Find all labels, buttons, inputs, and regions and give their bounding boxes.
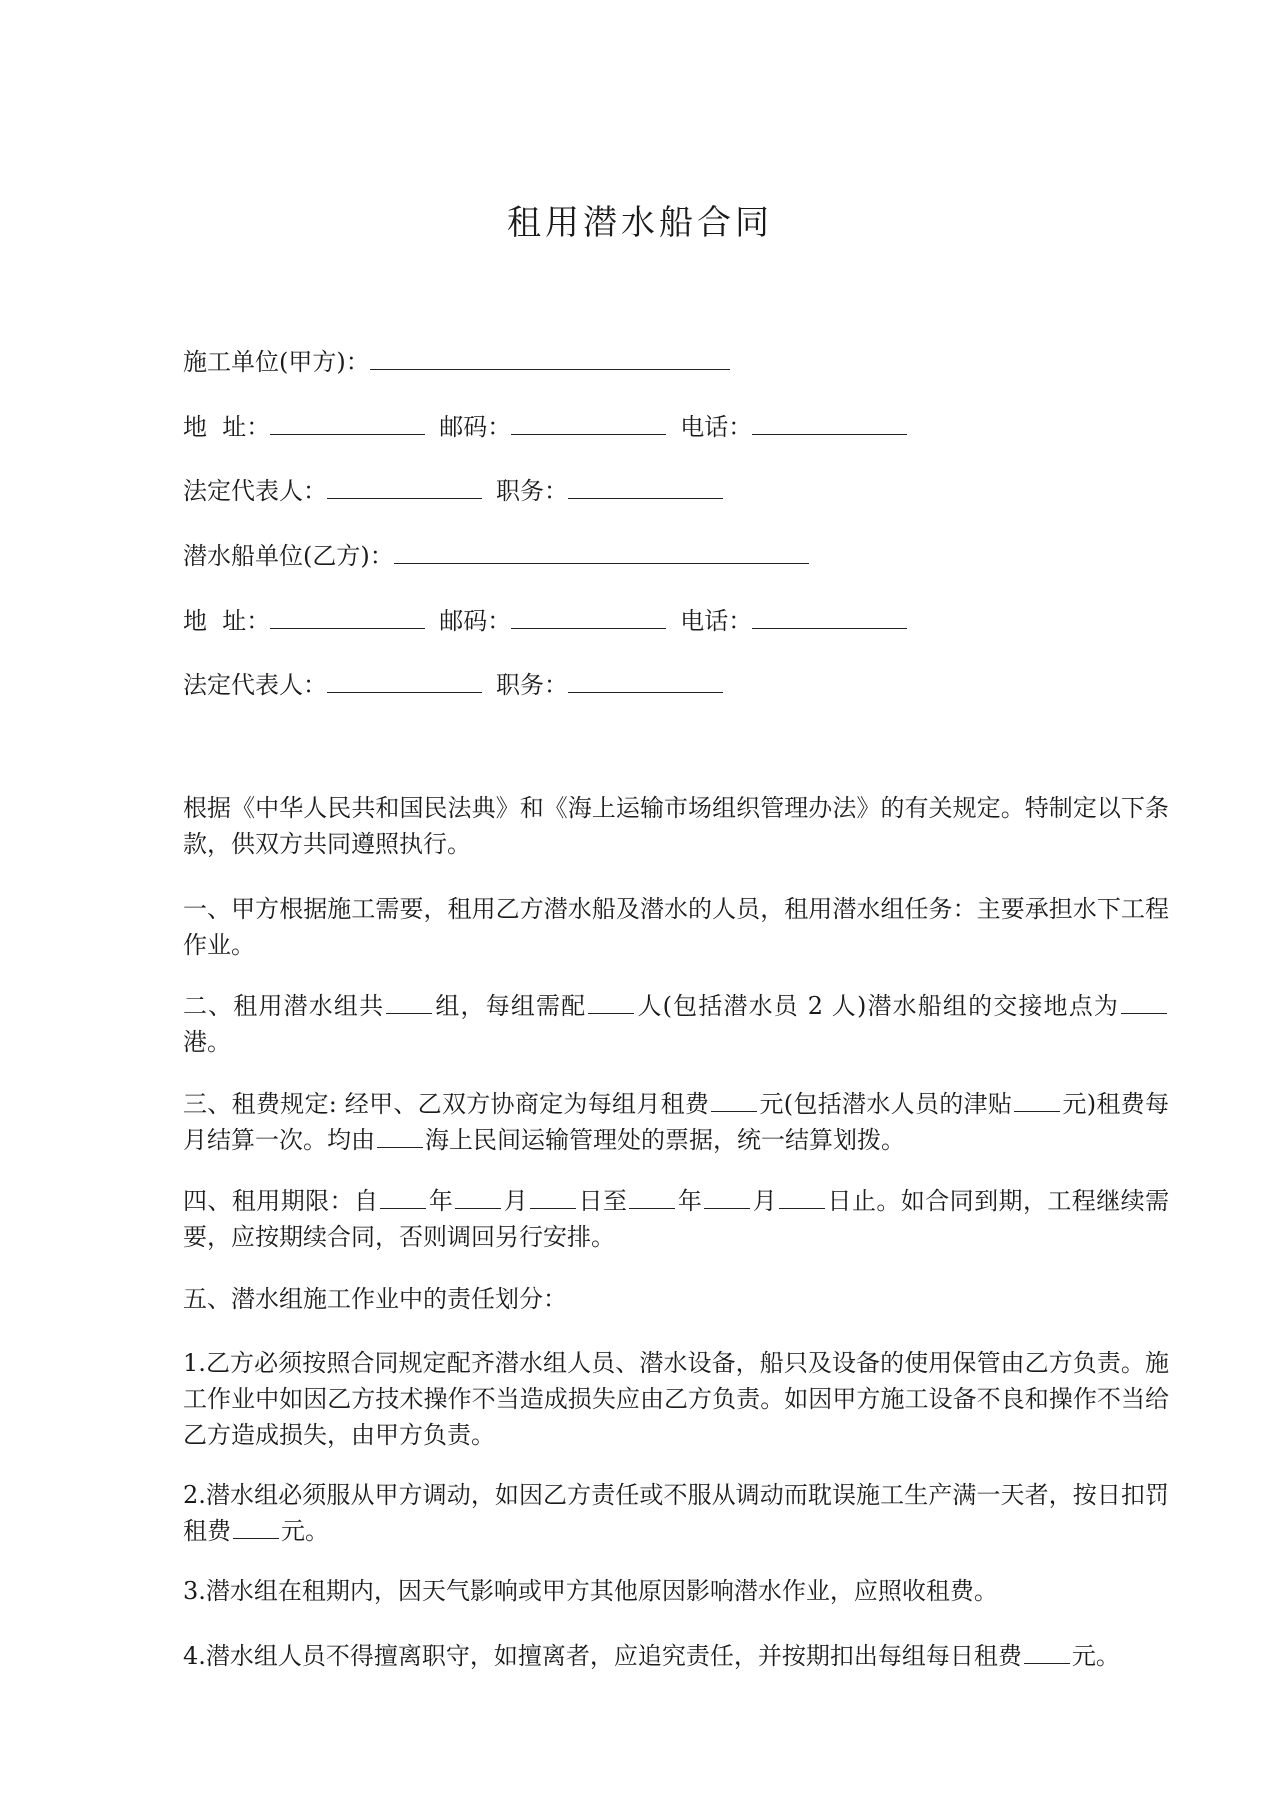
- clause-4-day-1: 日至: [578, 1187, 628, 1215]
- party-b-unit-label: 潜水船单位(乙方)：: [183, 542, 394, 570]
- party-a-phone-blank: [752, 408, 907, 435]
- party-a-address-row: [183, 408, 907, 444]
- clause-3-blank-rent: [711, 1089, 757, 1112]
- clause-1-paragraph: 一、甲方根据施工需要，租用乙方潜水船及潜水的人员，租用潜水组任务：主要承担水下工程作业。: [183, 895, 1169, 959]
- party-a-unit-row: [183, 343, 730, 379]
- party-b-phone-blank: [752, 602, 907, 629]
- clause-2-blank-persons: [588, 991, 634, 1014]
- party-b-unit-blank: [394, 537, 809, 564]
- clause-5-item-3: 3.潜水组在租期内，因天气影响或甲方其他原因影响潜水作业，应照收租费。: [183, 1577, 998, 1605]
- clause-3-paragraph: [183, 1086, 1169, 1158]
- item-2-text-2: 元。: [281, 1517, 329, 1545]
- party-a-rep-label: 法定代表人：: [183, 477, 327, 505]
- clause-5-item-1: 1.乙方必须按照合同规定配齐潜水组人员、潜水设备，船只及设备的使用保管由乙方负责。施工作业中如因乙方技术操作不当造成损失应由乙方负责。如因甲方施工设备不良和操作不当给乙方造成损失，由甲方负责。: [183, 1349, 1169, 1449]
- clause-4-blank-year-end: [629, 1186, 675, 1209]
- clause-2-blank-port: [1121, 991, 1167, 1014]
- party-b-postcode-label: 邮码：: [439, 607, 512, 635]
- clause-5-heading: 五、潜水组施工作业中的责任划分：: [183, 1285, 567, 1313]
- preamble-paragraph: 根据《中华人民共和国民法典》和《海上运输市场组织管理办法》的有关规定。特制定以下条款，供双方共同遵照执行。: [183, 794, 1169, 858]
- party-a-position-blank: [568, 472, 723, 499]
- party-a-address-blank: [270, 408, 425, 435]
- clause-3-text-3: 元)租费每月结算一次。均由: [183, 1090, 1169, 1154]
- party-b-rep-label: 法定代表人：: [183, 671, 327, 699]
- clause-4-day-2: 日止。如合同到期，工程继续需要，应按期续合同，否则调回另行安排。: [183, 1187, 1170, 1251]
- party-a-address-label: 地 址：: [183, 413, 271, 441]
- party-b-address-blank: [270, 602, 425, 629]
- clause-2-blank-groups: [386, 991, 432, 1014]
- party-a-unit-blank: [370, 343, 730, 370]
- party-b-address-row: [183, 602, 907, 638]
- party-b-position-label: 职务：: [496, 671, 568, 699]
- party-a-postcode-blank: [511, 408, 666, 435]
- item-2-text-1: 2.潜水组必须服从甲方调动，如因乙方责任或不服从调动而耽误施工生产满一天者，按日扣罚租费: [183, 1481, 1169, 1545]
- party-a-postcode-label: 邮码：: [439, 413, 512, 441]
- clause-4-blank-month-end: [704, 1186, 750, 1209]
- clause-2-text-3: 人(包括潜水员 2 人)潜水船组的交接地点为: [636, 992, 1120, 1020]
- clause-3-blank-office: [377, 1125, 423, 1148]
- party-a-rep-row: [183, 472, 723, 508]
- page-title: 租用潜水船合同: [507, 203, 773, 243]
- clause-4-year-2: 年: [677, 1187, 703, 1215]
- clause-5-item-4: [183, 1638, 1169, 1674]
- clause-4-paragraph: [183, 1183, 1169, 1255]
- party-b-rep-blank: [327, 666, 482, 693]
- party-a-unit-label: 施工单位(甲方)：: [183, 348, 370, 376]
- party-a-phone-label: 电话：: [680, 413, 753, 441]
- party-b-position-blank: [568, 666, 723, 693]
- clause-4-blank-day-start: [530, 1186, 576, 1209]
- clause-2-text-1: 二、租用潜水组共: [183, 992, 385, 1020]
- party-b-phone-label: 电话：: [680, 607, 753, 635]
- clause-4-text-1: 四、租用期限：自: [183, 1187, 379, 1215]
- clause-3-blank-allowance: [1014, 1089, 1060, 1112]
- clause-3-text-4: 海上民间运输管理处的票据，统一结算划拨。: [425, 1126, 905, 1154]
- clause-3-text-2: 元(包括潜水人员的津贴: [759, 1090, 1013, 1118]
- party-a-position-label: 职务：: [496, 477, 568, 505]
- party-a-rep-blank: [327, 472, 482, 499]
- item-2-blank-fine: [233, 1516, 279, 1539]
- clause-4-year-1: 年: [428, 1187, 454, 1215]
- clause-2-text-4: 港。: [183, 1028, 231, 1056]
- clause-2-paragraph: [183, 988, 1169, 1060]
- party-b-rep-row: [183, 666, 723, 702]
- clause-4-month-2: 月: [752, 1187, 778, 1215]
- clause-4-blank-month-start: [455, 1186, 501, 1209]
- item-4-blank-fine: [1024, 1641, 1070, 1664]
- clause-2-text-2: 组，每组需配: [434, 992, 587, 1020]
- clause-3-text-1: 三、租费规定: 经甲、乙双方协商定为每组月租费: [183, 1090, 710, 1118]
- party-b-address-label: 地 址：: [183, 607, 271, 635]
- clause-4-blank-year-start: [380, 1186, 426, 1209]
- party-b-postcode-blank: [511, 602, 666, 629]
- party-b-unit-row: [183, 537, 809, 573]
- item-4-text-1: 4.潜水组人员不得擅离职守，如擅离者，应追究责任，并按期扣出每组每日租费: [183, 1642, 1022, 1670]
- item-4-text-2: 元。: [1071, 1642, 1120, 1670]
- clause-5-item-2: [183, 1477, 1169, 1549]
- clause-4-blank-day-end: [779, 1186, 825, 1209]
- clause-4-month-1: 月: [503, 1187, 529, 1215]
